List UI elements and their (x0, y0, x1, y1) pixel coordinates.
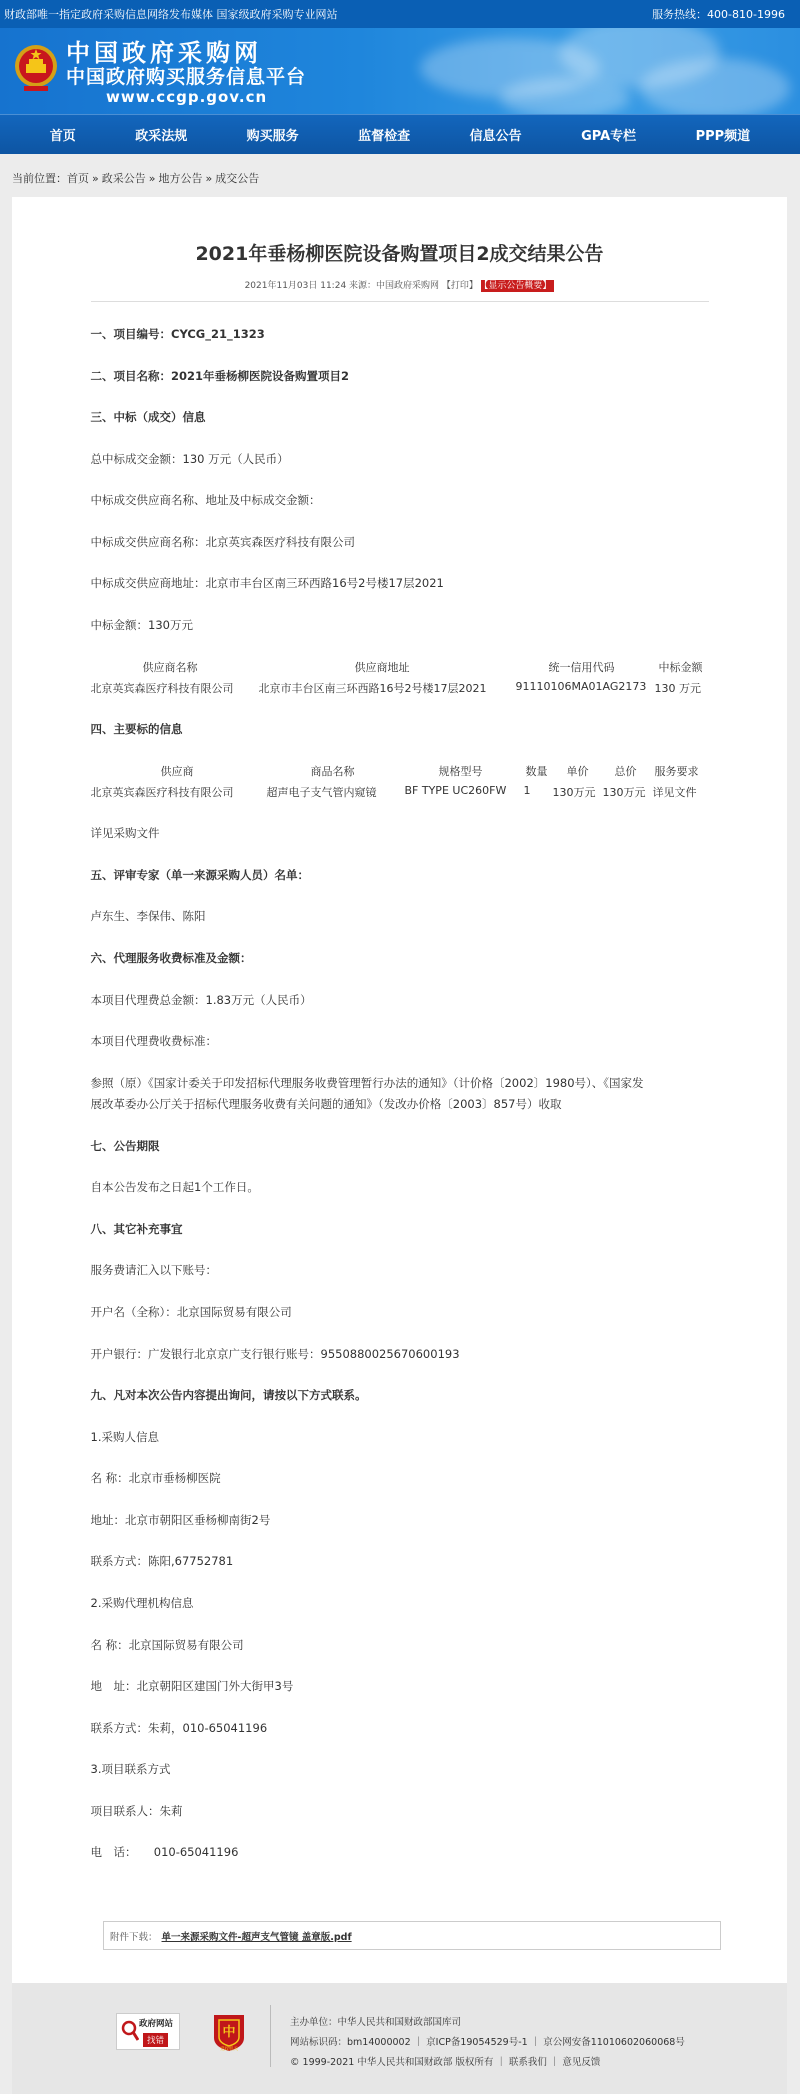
table-header: 商品名称 (310, 765, 355, 778)
site-logo[interactable] (66, 40, 306, 106)
agency-contact: 联系方式：朱莉，010-65041196 (90, 1721, 268, 1735)
table-header: 供应商 (160, 765, 194, 778)
breadcrumb-separator: » (205, 171, 213, 185)
svg-text:中: 中 (222, 2025, 236, 2040)
supplier-address: 中标成交供应商地址：北京市丰台区南三环西路16号2号楼17层2021 (90, 576, 444, 590)
table-cell: 91110106MA01AG2173 (515, 680, 647, 693)
table-cell: 详见文件 (652, 786, 697, 799)
nav-item-ppp[interactable]: PPP频道 (695, 129, 751, 144)
national-emblem-icon (12, 40, 60, 96)
table-cell: 北京英宾森医疗科技有限公司 (90, 682, 234, 695)
party-badge-label: 党政机关 (220, 2047, 238, 2052)
total-award-amount: 总中标成交金额：130 万元（人民币） (90, 452, 289, 466)
article-title: 2021年垂杨柳医院设备购置项目2成交结果公告 (195, 243, 604, 265)
site-banner (0, 28, 800, 114)
section-project-number: 一、项目编号：CYCG_21_1323 (90, 327, 265, 341)
table-header: 中标金额 (658, 661, 703, 674)
table-header: 统一信用代码 (548, 661, 615, 674)
table-cell: 130万元 (552, 786, 596, 799)
purchaser-heading: 1.采购人信息 (90, 1430, 159, 1444)
breadcrumb-prefix: 当前位置： (12, 172, 67, 185)
logo-subtitle: 中国政府购买服务信息平台 (66, 66, 307, 88)
table-cell: BF TYPE UC260FW (404, 784, 507, 797)
agency-name: 名 称：北京国际贸易有限公司 (90, 1638, 244, 1652)
breadcrumb-announcements[interactable]: 政采公告 (101, 172, 146, 185)
purchaser-address: 地址：北京市朝阳区垂杨柳南街2号 (90, 1513, 271, 1527)
breadcrumb (0, 154, 800, 202)
table-header: 总价 (614, 765, 637, 778)
agency-heading: 2.采购代理机构信息 (90, 1596, 194, 1610)
attachment-box (103, 1921, 721, 1950)
breadcrumb-home[interactable]: 首页 (67, 172, 89, 185)
account-name: 开户名（全称）：北京国际贸易有限公司 (90, 1305, 292, 1319)
remit-notice: 服务费请汇入以下账号： (90, 1263, 217, 1277)
nav-item-purchase-services[interactable]: 购买服务 (246, 129, 299, 144)
section-period: 七、公告期限 (90, 1139, 160, 1153)
breadcrumb-separator: » (148, 171, 156, 185)
logo-url: www.ccgp.gov.cn (106, 88, 268, 106)
table-header: 供应商地址 (354, 661, 410, 674)
main-nav (0, 114, 800, 154)
supplier-name: 中标成交供应商名称：北京英宾森医疗科技有限公司 (90, 535, 355, 549)
section-main-items: 四、主要标的信息 (90, 722, 183, 736)
footer-divider (270, 2005, 271, 2067)
attachment-label: 附件下载： (110, 1931, 158, 1943)
footer-ids: 网站标识码：bm14000002 ｜ 京ICP备19054529号-1 ｜ 京公网安备11010602060068号 (290, 2037, 685, 2048)
top-bar (0, 0, 800, 28)
period-text: 自本公告发布之日起1个工作日。 (90, 1180, 259, 1194)
purchaser-name: 名 称：北京市垂杨柳医院 (90, 1471, 221, 1485)
bank-account: 开户银行：广发银行北京京广支行银行账号：9550880025670600193 (90, 1347, 460, 1361)
top-bar-tagline: 财政部唯一指定政府采购信息网络发布媒体 国家级政府采购专业网站 (4, 8, 338, 21)
table-header: 规格型号 (438, 765, 483, 778)
project-contact-heading: 3.项目联系方式 (90, 1762, 171, 1776)
section-experts: 五、评审专家（单一来源采购人员）名单： (90, 868, 309, 882)
article-meta-text: 2021年11月03日 11:24 来源：中国政府采购网 【打印】 (244, 281, 478, 291)
nav-item-home[interactable]: 首页 (49, 129, 76, 144)
article-meta (12, 278, 787, 291)
breadcrumb-local[interactable]: 地方公告 (158, 172, 203, 185)
table-cell: 超声电子支气管内窥镜 (266, 786, 377, 799)
fee-reference-line2: 展改革委办公厅关于招标代理服务收费有关问题的通知》（发改办价格〔2003〕857号）收取 (90, 1097, 562, 1111)
agency-address: 地 址：北京朝阳区建国门外大街甲3号 (90, 1679, 294, 1693)
purchaser-contact: 联系方式：陈阳,67752781 (90, 1554, 234, 1568)
service-hotline: 服务热线：400-810-1996 (652, 8, 785, 21)
table-header: 供应商名称 (142, 661, 198, 674)
table-cell: 130 万元 (654, 682, 701, 695)
project-contact-person: 项目联系人：朱莉 (90, 1804, 183, 1818)
table-cell: 北京英宾森医疗科技有限公司 (90, 786, 234, 799)
table-header: 服务要求 (654, 765, 699, 778)
magnifier-icon (121, 2020, 139, 2042)
article-panel (12, 197, 787, 1983)
fee-reference-line1: 参照（原）《国家计委关于印发招标代理服务收费管理暂行办法的通知》（计价格〔2002〕1980号）、《国家发 (90, 1076, 644, 1090)
breadcrumb-deal[interactable]: 成交公告 (215, 172, 260, 185)
table-cell: 北京市丰台区南三环西路16号2号楼17层2021 (258, 682, 487, 695)
expert-names: 卢东生、李保伟、陈阳 (90, 909, 206, 923)
table-header: 单价 (566, 765, 589, 778)
table-header: 数量 (525, 765, 548, 778)
project-contact-phone: 电 话： 010-65041196 (90, 1845, 239, 1859)
section-project-name: 二、项目名称：2021年垂杨柳医院设备购置项目2 (90, 369, 350, 383)
supplier-intro: 中标成交供应商名称、地址及中标成交金额： (90, 493, 321, 507)
section-other: 八、其它补充事宜 (90, 1222, 183, 1236)
site-footer (12, 1983, 787, 2094)
agency-fee-standard: 本项目代理费收费标准： (90, 1034, 217, 1048)
award-amount: 中标金额：130万元 (90, 618, 193, 632)
section-agency-fee: 六、代理服务收费标准及金额： (90, 951, 252, 965)
table-cell: 1 (523, 784, 531, 797)
footer-copyright: © 1999-2021 中华人民共和国财政部 版权所有 ｜ 联系我们 ｜ 意见反馈 (290, 2057, 601, 2068)
breadcrumb-separator: » (92, 171, 99, 185)
nav-item-gpa[interactable]: GPA专栏 (581, 129, 637, 144)
nav-item-regulations[interactable]: 政采法规 (135, 129, 188, 144)
title-divider (91, 301, 709, 302)
table-cell: 130万元 (602, 786, 646, 799)
gov-badge-title: 政府网站 (139, 2019, 174, 2029)
nav-item-supervision[interactable]: 监督检查 (358, 129, 411, 144)
section-contact: 九、凡对本次公告内容提出询问，请按以下方式联系。 (90, 1388, 367, 1402)
gov-badge-action: 找错 (143, 2033, 168, 2047)
see-procurement-docs: 详见采购文件 (90, 826, 160, 840)
logo-title: 中国政府采购网 (66, 38, 262, 67)
section-award-heading: 三、中标（成交）信息 (90, 410, 206, 424)
footer-host: 主办单位：中华人民共和国财政部国库司 (290, 2017, 462, 2028)
attachment-download-link[interactable]: 单一来源采购文件-超声支气管镜 盖章版.pdf (161, 1931, 352, 1943)
show-summary-button[interactable]: 【显示公告概要】 (481, 280, 555, 292)
agency-fee-total: 本项目代理费总金额：1.83万元（人民币） (90, 993, 312, 1007)
nav-item-announcements[interactable]: 信息公告 (469, 129, 522, 144)
gov-site-error-badge[interactable] (116, 2013, 180, 2050)
party-government-emblem-icon[interactable] (210, 2012, 248, 2052)
